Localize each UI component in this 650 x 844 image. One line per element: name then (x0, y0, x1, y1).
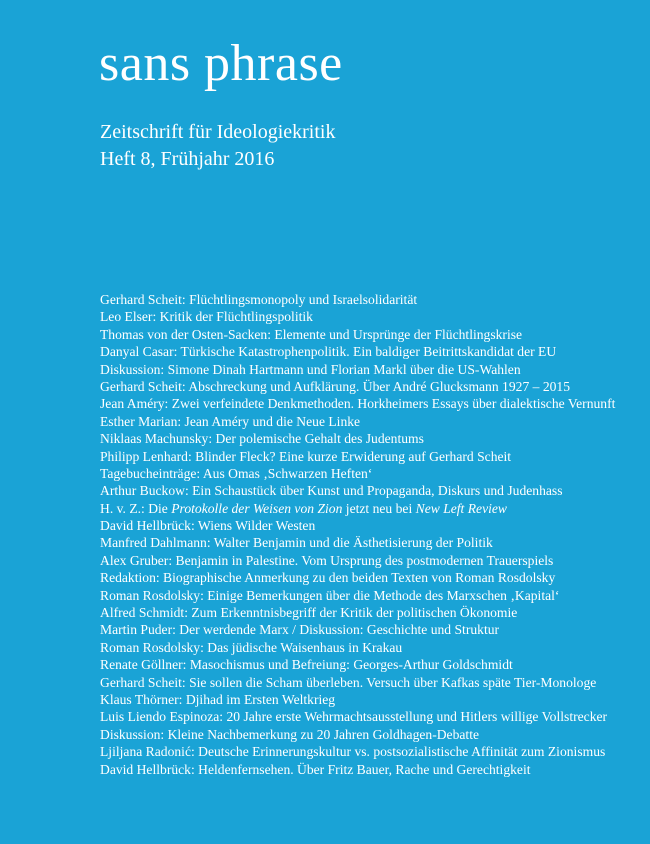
toc-entry: Luis Liendo Espinoza: 20 Jahre erste Wehrmachtsausstellung und Hitlers willige Vollstrecker (100, 709, 608, 725)
toc-entry: Leo Elser: Kritik der Flüchtlingspolitik (100, 309, 313, 325)
toc-entry: Thomas von der Osten-Sacken: Elemente und Ursprünge der Flüchtlingskrise (100, 326, 523, 342)
toc-entry: Ljiljana Radonić: Deutsche Erinnerungskultur vs. postsozialistische Affinität zum Zionismus (100, 744, 606, 760)
toc-entry: Alfred Schmidt: Zum Erkenntnisbegriff der Kritik der politischen Ökonomie (100, 605, 518, 621)
toc-entry: Diskussion: Simone Dinah Hartmann und Florian Markl über die US-Wahlen (100, 361, 521, 377)
toc-entry: Danyal Casar: Türkische Katastrophenpolitik. Ein baldiger Beitrittskandidat der EU (100, 344, 557, 360)
toc-entry: Renate Göllner: Masochismus und Befreiung: Georges-Arthur Goldschmidt (100, 657, 513, 673)
toc-entry: Jean Améry: Zwei verfeindete Denkmethoden. Horkheimers Essays über dialektische Vernunft (100, 396, 616, 412)
toc-entry: Martin Puder: Der werdende Marx / Diskussion: Geschichte und Struktur (100, 622, 500, 638)
toc-entry: Arthur Buckow: Ein Schaustück über Kunst und Propaganda, Diskurs und Judenhass (100, 483, 563, 499)
toc-entry: David Hellbrück: Heldenfernsehen. Über Fritz Bauer, Rache und Gerechtigkeit (100, 761, 531, 777)
toc-entry-text: H. v. Z.: Die (100, 500, 172, 516)
toc-entry: Manfred Dahlmann: Walter Benjamin und die Ästhetisierung der Politik (100, 535, 493, 551)
toc-entry: Gerhard Scheit: Flüchtlingsmonopoly und Israelsolidarität (100, 292, 418, 307)
toc-entry: Tagebucheinträge: Aus Omas ‚Schwarzen Heften‘ (100, 465, 373, 481)
toc-entry: Gerhard Scheit: Abschreckung und Aufklärung. Über André Glucksmann 1927 – 2015 (100, 378, 571, 394)
toc-entry: David Hellbrück: Wiens Wilder Westen (100, 518, 316, 534)
toc-entry-italic-title: New Left Review (415, 500, 507, 516)
table-of-contents (100, 291, 645, 778)
issue-info: Heft 8, Frühjahr 2016 (100, 148, 275, 170)
toc-entry-text: jetzt neu bei (342, 500, 416, 516)
toc-entry (100, 500, 645, 517)
magazine-subtitle: Zeitschrift für Ideologiekritik (100, 121, 336, 143)
toc-entry: Roman Rosdolsky: Einige Bemerkungen über die Methode des Marxschen ‚Kapital‘ (100, 587, 560, 603)
toc-entry: Redaktion: Biographische Anmerkung zu den beiden Texten von Roman Rosdolsky (100, 570, 556, 586)
magazine-title: sans phrase (99, 35, 343, 92)
toc-entry-italic-title: Protokolle der Weisen von Zion (171, 500, 343, 516)
toc-entry: Niklaas Machunsky: Der polemische Gehalt des Judentums (100, 431, 424, 447)
toc-entry: Philipp Lenhard: Blinder Fleck? Eine kurze Erwiderung auf Gerhard Scheit (100, 448, 512, 464)
toc-entry: Roman Rosdolsky: Das jüdische Waisenhaus in Krakau (100, 639, 403, 655)
toc-entry: Esther Marian: Jean Améry und die Neue Linke (100, 413, 361, 429)
toc-entry: Alex Gruber: Benjamin in Palestine. Vom Ursprung des postmodernen Trauerspiels (100, 552, 554, 568)
toc-entry: Diskussion: Kleine Nachbemerkung zu 20 Jahren Goldhagen-Debatte (100, 726, 480, 742)
toc-entry: Gerhard Scheit: Sie sollen die Scham überleben. Versuch über Kafkas späte Tier-Monologe (100, 674, 597, 690)
toc-entry: Klaus Thörner: Djihad im Ersten Weltkrieg (100, 691, 336, 707)
